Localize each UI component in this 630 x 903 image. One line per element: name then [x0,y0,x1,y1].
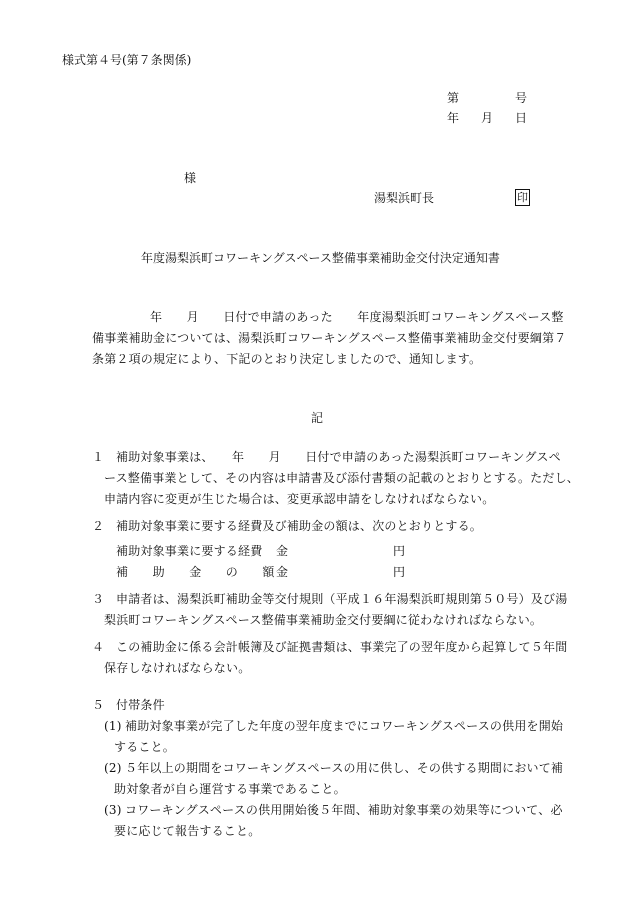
condition-2-line-2: 助対象者が自ら運営する事業であること。 [114,782,346,796]
intro-line-2: 備事業補助金については、湯梨浜町コワーキングスペース整備事業補助金交付要綱第７ [92,331,567,345]
ki-heading: 記 [311,411,324,425]
subsidy-row-label: 補 助 金 の 額 [116,565,275,579]
condition-2-number: (2) [104,761,122,775]
item-3-line-2: 梨浜町コワーキングスペース整備事業補助金交付要綱に従わなければならない。 [104,613,543,627]
item-2-number: ２ [92,519,105,533]
item-3-number: ３ [92,592,105,606]
item-2-line-1: 補助対象事業に要する経費及び補助金の額は、次のとおりとする。 [116,519,483,533]
item-4-line-1: この補助金に係る会計帳簿及び証拠書類は、事業完了の翌年度から起算して５年間 [116,640,568,654]
cost-row-label: 補助対象事業に要する経費 [116,544,263,558]
issuer-name: 湯梨浜町長 [374,191,435,205]
condition-1-line-1: 補助対象事業が完了した年度の翌年度までにコワーキングスペースの供用を開始 [125,719,564,733]
condition-1-number: (1) [104,719,122,733]
item-4-line-2: 保存しなければならない。 [104,661,251,675]
date-month: 月 [481,111,494,125]
intro-line-1: 年 月 日付で申請のあった 年度湯梨浜町コワーキングスペース整 [150,310,564,324]
item-4-number: ４ [92,640,105,654]
item-5-number: ５ [92,698,105,712]
document-number-go: 号 [515,91,528,105]
item-1-number: １ [92,450,105,464]
form-label: 様式第４号(第７条関係) [62,53,192,67]
date-year: 年 [447,111,460,125]
intro-line-3: 条第２項の規定により、下記のとおり決定しましたので、通知します。 [92,352,482,366]
recipient-sama: 様 [184,171,197,185]
seal-mark: 印 [517,191,528,204]
condition-3-line-1: コワーキングスペースの供用開始後５年間、補助対象事業の効果等について、必 [125,803,563,817]
item-1-line-3: 申請内容に変更が生じた場合は、変更承認申請をしなければならない。 [104,492,495,506]
subsidy-row-kin: 金 [276,565,289,579]
condition-3-number: (3) [104,803,122,817]
condition-3-line-2: 要に応じて報告すること。 [114,824,261,838]
cost-row-yen: 円 [393,544,406,558]
subsidy-row-yen: 円 [393,565,406,579]
document-title: 年度湯梨浜町コワーキングスペース整備事業補助金交付決定通知書 [141,251,500,265]
item-1-line-2: ース整備事業として、その内容は申請書及び添付書類の記載のとおりとする。ただし、 [104,471,579,485]
condition-1-line-2: すること。 [114,740,176,754]
document-number-dai: 第 [447,91,460,105]
condition-2-line-1: ５年以上の期間をコワーキングスペースの用に供し、その供する期間において補 [125,761,564,775]
cost-row-kin: 金 [276,544,289,558]
item-5-heading: 付帯条件 [116,698,165,712]
item-1-line-1: 補助対象事業は、 年 月 日付で申請のあった湯梨浜町コワーキングスペ [116,450,561,464]
date-day: 日 [515,111,528,125]
item-3-line-1: 申請者は、湯梨浜町補助金等交付規則（平成１６年湯梨浜町規則第５０号）及び湯 [116,592,568,606]
